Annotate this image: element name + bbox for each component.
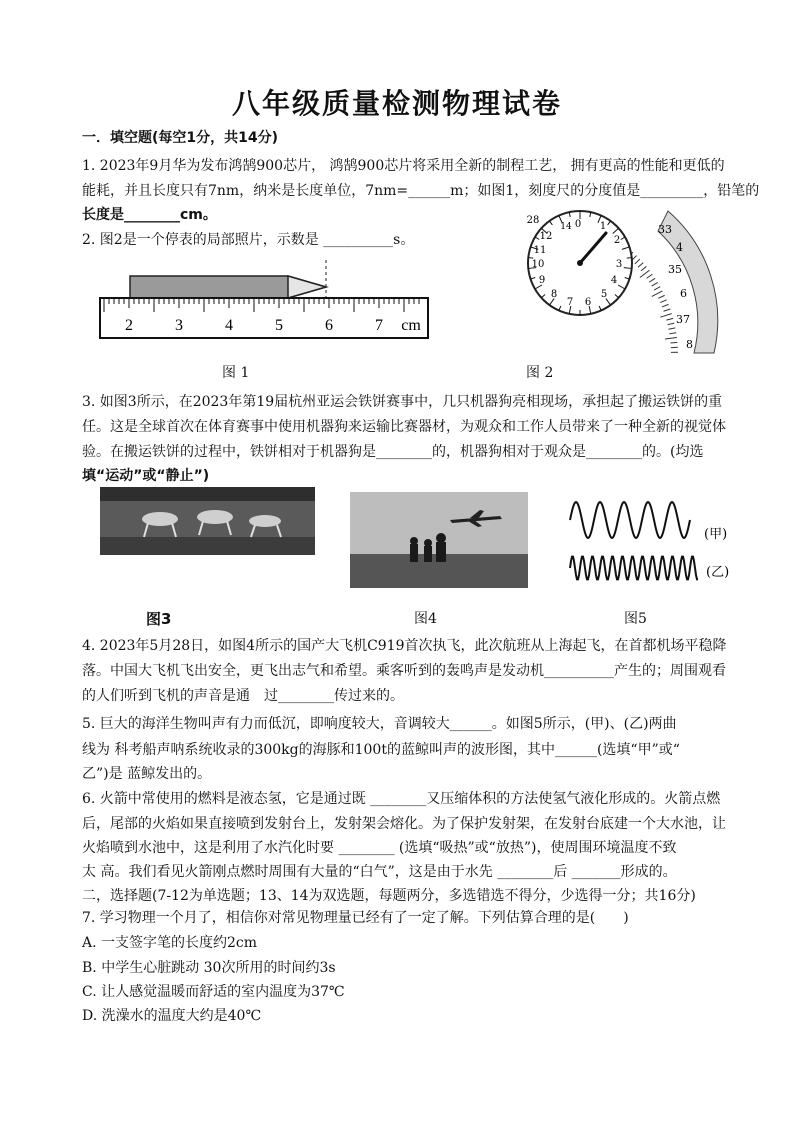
inner-tick xyxy=(528,258,533,259)
pencil-tip xyxy=(288,276,326,298)
section1-heading: 一．填空题(每空1分，共14分) xyxy=(82,130,279,146)
inner-label-9: 9 xyxy=(538,275,546,286)
wave-label-yi: (乙) xyxy=(706,565,730,580)
ruler-figure xyxy=(96,250,432,345)
outer-tick xyxy=(668,328,675,329)
outer-label-35: 35 xyxy=(668,263,682,276)
wave-yi xyxy=(570,557,698,580)
inner-label-3: 3 xyxy=(615,259,623,270)
fig5-caption: 图5 xyxy=(624,611,647,627)
outer-tick xyxy=(660,300,666,303)
outer-label-37: 37 xyxy=(676,313,690,326)
wave-jia xyxy=(570,502,690,538)
inner-label-1: 1 xyxy=(599,221,607,232)
ruler-label-cm: cm xyxy=(401,317,421,334)
inner-label-7: 7 xyxy=(566,297,574,308)
outer-tick xyxy=(666,318,673,320)
q3-line-1: 3. 如图3所示，在2023年第19届杭州亚运会铁饼赛事中，几只机器狗亮相现场，承担起了搬运铁饼的重 xyxy=(82,394,723,410)
q7-option-d: D. 洗澡水的温度大约是40℃ xyxy=(82,1008,262,1024)
waveform-figure xyxy=(566,496,746,588)
fig4-caption: 图4 xyxy=(414,611,437,627)
fig2-caption: 图 2 xyxy=(526,365,554,381)
q5-line-3: 乙”)是 蓝鲸发出的。 xyxy=(82,766,212,782)
ruler-label-7: 7 xyxy=(375,317,383,334)
fig1-caption: 图 1 xyxy=(222,365,250,381)
q5-line-2: 线为 科考船声呐系统收录的300kg的海豚和100t的蓝鲸叫声的波形图，其中______(选填“甲”或“ xyxy=(82,742,680,758)
inner-label-10: 10 xyxy=(531,259,545,270)
stopwatch-hub xyxy=(577,260,583,266)
outer-tick xyxy=(640,270,650,277)
q7-option-c: C. 让人感觉温暖而舒适的室内温度为37℃ xyxy=(82,984,345,1000)
q6-line-2: 后，尾部的火焰如果直接喷到发射台上，发射架会熔化。为了保护发射架，在发射台底建一个大水池，让 xyxy=(82,816,726,832)
outer-label-8: 8 xyxy=(686,338,693,351)
q3-line-3: 验。在搬运铁饼的过程中，铁饼相对于机器狗是________的，机器狗相对于观众是________的。(均选 xyxy=(82,444,704,460)
inner-label-28: 28 xyxy=(526,215,540,226)
outer-tick xyxy=(652,282,658,286)
q1-line-2: 能耗，并且长度只有7nm，纳米是长度单位，7nm=______m；如图1，刻度尺的分度值是_________，铅笔的 xyxy=(82,183,760,199)
outer-label-6: 6 xyxy=(680,287,687,300)
page-title: 八年级质量检测物理试卷 xyxy=(231,87,562,120)
inner-label-12: 12 xyxy=(539,231,553,242)
outer-label-33: 33 xyxy=(658,223,672,236)
outer-tick xyxy=(649,278,655,282)
outer-tick xyxy=(654,287,660,290)
q4-line-2: 落。中国大飞机飞出安全，更飞出志气和希望。乘客听到的轰鸣声是发动机__________产生的；周围观看 xyxy=(82,663,726,679)
inner-label-14: 14 xyxy=(560,222,572,232)
outer-tick xyxy=(670,342,677,343)
q3-line-2: 任。这是全球首次在体育赛事中使用机器狗来运输比赛器材，为观众和工作人员带来了一种全新的视觉体 xyxy=(82,419,726,435)
outer-tick xyxy=(635,259,640,264)
stopwatch-figure xyxy=(508,205,723,355)
outer-tick xyxy=(658,295,664,298)
outer-tick xyxy=(647,274,653,278)
inner-label-8: 8 xyxy=(550,289,558,300)
outer-label-4: 4 xyxy=(676,241,683,254)
q2-text: 2. 图2是一个停表的局部照片，示数是 __________s。 xyxy=(82,232,415,248)
q1-line-3: 长度是________cm。 xyxy=(82,207,217,223)
q7-option-a: A. 一支签字笔的长度约2cm xyxy=(82,935,258,951)
c919-photo xyxy=(350,492,528,588)
outer-tick xyxy=(638,263,643,268)
q7-option-b: B. 中学生心脏跳动 30次所用的时间约3s xyxy=(82,960,336,976)
q3-line-4: 填“运动”或“静止”) xyxy=(82,468,210,484)
outer-tick xyxy=(662,304,669,307)
fig3-caption: 图3 xyxy=(146,610,172,628)
q4-line-1: 4. 2023年5月28日，如图4所示的国产大飞机C919首次执飞，此次航班从上海起飞，在首都机场平稳降 xyxy=(82,638,727,654)
inner-label-5: 5 xyxy=(600,289,608,300)
ruler-label-6: 6 xyxy=(325,317,333,334)
q6-line-4: 太 高。我们看见火箭刚点燃时周围有大量的“白气”，这是由于水先 ________后 _______形成的。 xyxy=(82,864,677,880)
q6-line-1: 6. 火箭中常使用的燃料是液态氢，它是通过既 ________又压缩体积的方法使氢气液化形成的。火箭点燃 xyxy=(82,791,721,807)
wave-label-jia: (甲) xyxy=(704,527,728,542)
q7-text: 7. 学习物理一个月了，相信你对常见物理量已经有了一定了解。下列估算合理的是( ) xyxy=(82,910,629,926)
outer-tick xyxy=(652,291,663,296)
q5-line-1: 5. 巨大的海洋生物叫声有力而低沉，即响度较大，音调较大______。如图5所示，(甲)、(乙)两曲 xyxy=(82,716,677,732)
outer-tick xyxy=(669,333,676,334)
inner-label-2: 2 xyxy=(613,235,621,246)
inner-label-11: 11 xyxy=(533,245,547,256)
inner-label-6: 6 xyxy=(584,297,592,308)
outer-tick xyxy=(664,309,671,311)
outer-tick xyxy=(641,266,646,270)
q6-line-3: 火焰喷到水池中，这是利用了水汽化时要 ________ (选填“吸热”或“放热”)，使周围环境温度不致 xyxy=(82,840,677,856)
inner-tick xyxy=(627,258,632,259)
q1-line-1: 1. 2023年9月华为发布鸿鹄900芯片， 鸿鹄900芯片将采用全新的制程工艺， 拥有更高的性能和更低的 xyxy=(82,158,725,174)
section2-heading: 二，选择题(7-12为单选题；13、14为双选题，每题两分，多选错选不得分，少选得一分；共16分) xyxy=(82,888,696,904)
q4-line-3: 的人们听到飞机的声音是通 过________传过来的。 xyxy=(82,688,404,704)
inner-label-0: 0 xyxy=(574,219,582,230)
ruler-label-5: 5 xyxy=(275,317,283,334)
robot-dog-photo xyxy=(100,487,315,555)
ruler-label-2: 2 xyxy=(125,317,133,334)
ruler-label-4: 4 xyxy=(225,317,233,334)
outer-tick xyxy=(665,338,677,339)
inner-label-4: 4 xyxy=(610,275,618,286)
ruler-label-3: 3 xyxy=(175,317,183,334)
outer-tick xyxy=(660,314,671,318)
outer-tick xyxy=(667,323,674,325)
